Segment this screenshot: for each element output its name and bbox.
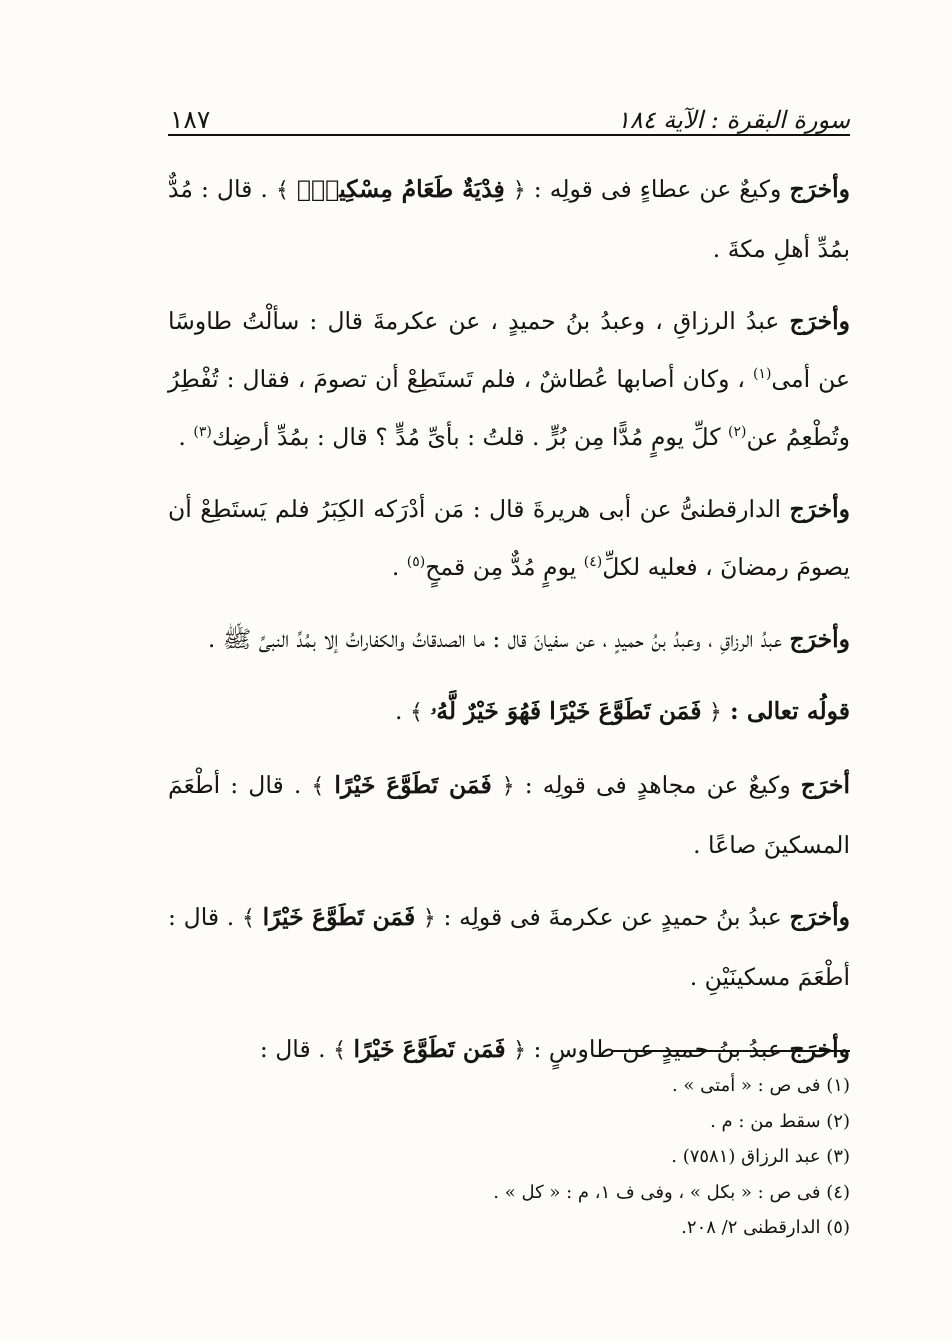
paragraph-6: أخرَج وكيعٌ عن مجاهدٍ فى قولِه : ﴿ فَمَن تَطَوَّعَ خَيْرًا ﴾ . قال : أطْعَمَ المسكينَ صاعًا . [168,771,850,859]
quran-bracket-open: ﴿ [501,774,515,799]
verse-heading: قولُه تعالى : ﴿ فَمَن تَطَوَّعَ خَيْرًا فَهُوَ خَيْرٌ لَّهُۥ ﴾ . [395,697,850,725]
quran-bracket-open: ﴿ [422,906,436,931]
quran-bracket-close: ﴾ [333,1038,346,1063]
main-text [168,160,850,1094]
paragraph-2: وأخرَج عبدُ الرزاقِ ، وعبدُ بنُ حميدٍ ، عن عكرمةَ قال : سألْتُ طاوسًا عن أمى$^{(١)}$ ، وكان أصابها عُطاشٌ ، فلم تَستَطِعْ أن تصومَ ، فقال : تُفْطِرُ وتُطْعِمُ عن$^{(٢)}$ كلِّ يومٍ مُدًّا مِن بُرٍّ . قلتُ : بأىِّ مُدٍّ ؟ قال : بمُدِّ أرضِك$^{(٣)}$ . [168,307,851,451]
quran-bracket-open: ﴿ [512,178,526,203]
quran-bracket-close: ﴾ [275,178,289,203]
paragraph-8: وأخرَج عبدُ بنُ حميدٍ عن طاوسٍ : ﴿ فَمَن تَطَوَّعَ خَيْرًا ﴾ . قال : [259,1035,850,1063]
verse-heading-label: قولُه تعالى : [721,697,850,725]
footnote-ref-3[interactable]: (٣) [193,424,212,441]
footnote-5: (٥) الدارقطنى ٢/ ٢٠٨. [681,1217,850,1238]
quran-bracket-close: ﴾ [409,700,423,725]
footnote-2: (٢) سقط من : م . [710,1110,850,1132]
running-header [170,88,850,134]
paragraph-7: وأخرَج عبدُ بنُ حميدٍ عن عكرمةَ فى قولِه : ﴿ فَمَن تَطَوَّعَ خَيْرًا ﴾ . قال : أطْعَمَ مسكينَيْنِ . [168,903,850,991]
paragraph-1: وأخرَج وكيعٌ عن عطاءٍ فى قولِه : ﴿ فِدْيَةٌ طَعَامُ مِسْكِينٍۖ ﴾ . قال : مُدٌّ بمُدِّ أهلِ مكةَ . [168,175,850,263]
paragraph-lead: وأخرَج [789,625,850,653]
quran-bracket-open: ﴿ [513,1038,527,1063]
quran-bracket-close: ﴾ [241,906,255,931]
footnote-ref-4[interactable]: (٤) [583,554,603,571]
paragraph-lead: وأخرَج [789,495,850,523]
page-number: ١٨٧ [170,105,211,134]
footnote-3: (٣) عبد الرزاق (٧٥٨١) . [671,1146,850,1167]
surah-title: سورة البقرة : الآية ١٨٤ [616,106,850,134]
footnote-rule [612,1050,850,1052]
paragraph-lead: أخرَج [800,771,850,799]
footnote-ref-2[interactable]: (٢) [728,424,747,441]
footnotes [168,1068,850,1246]
quran-bracket-close: ﴾ [311,774,325,799]
quran-verse: فَمَن تَطَوَّعَ خَيْرًا فَهُوَ خَيْرٌ لَّهُۥ [430,697,702,725]
paragraph-lead: وأخرَج [789,175,850,203]
quran-verse: فَمَن تَطَوَّعَ خَيْرًا [334,771,492,799]
quran-verse: فَمَن تَطَوَّعَ خَيْرًا [353,1035,506,1063]
footnote-ref-1[interactable]: (١) [752,366,772,383]
quran-verse: فِدْيَةٌ طَعَامُ مِسْكِينٍۖ [296,175,505,203]
footnote-1: (١) فى ص : « أمتى » . [671,1075,850,1096]
footnote-ref-5[interactable]: (٥) [406,554,426,571]
header-rule [168,134,850,136]
paragraph-3: وأخرَج الدارقطنىُّ عن أبى هريرةَ قال : مَن أدْرَكه الكِبَرُ فلم يَستَطِعْ أن يصومَ رمضانَ ، فعليه لكلِّ$^{(٤)}$ يومٍ مُدٌّ مِن قمحٍ$^{(٥)}$ . [168,495,850,581]
paragraph-lead: وأخرَج [789,1035,850,1063]
paragraph-4: وأخرَج عبدُ الرزاقِ ، وعبدُ بنُ حميدٍ ، عن سفيانَ قال : ما الصدقاتُ والكفاراتُ إلا بمُدِّ النبىِّ ﷺ . [207,625,850,653]
paragraph-lead: وأخرَج [789,307,850,335]
quran-bracket-open: ﴿ [708,700,722,725]
footnote-4: (٤) فى ص : « بكل » ، وفى ف ١، م : « كل » . [493,1181,850,1203]
quran-verse: فَمَن تَطَوَّعَ خَيْرًا [262,903,416,931]
paragraph-lead: وأخرَج [789,903,850,931]
